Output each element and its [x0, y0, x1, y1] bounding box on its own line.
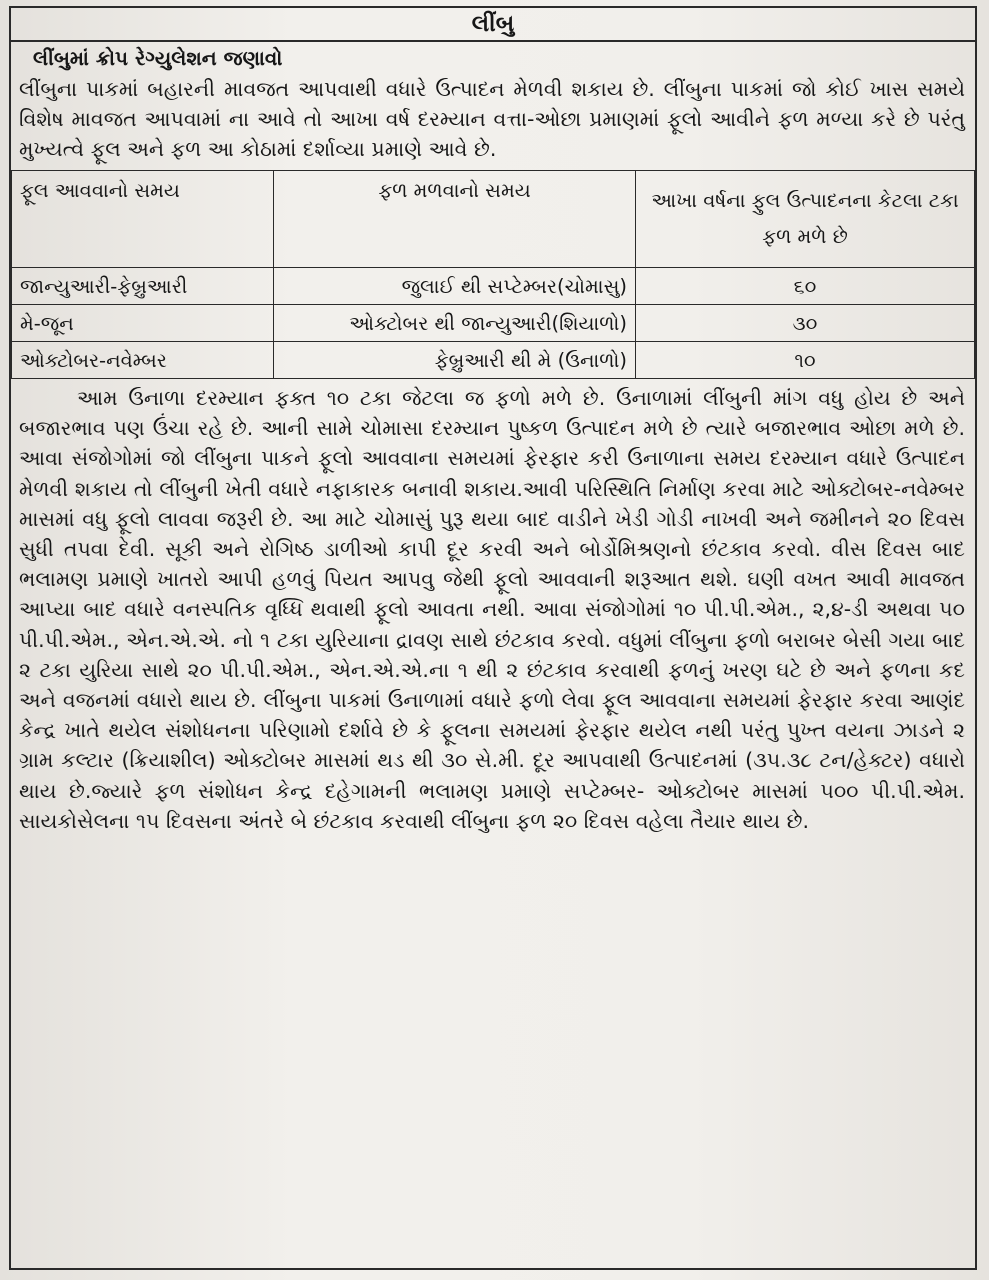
content-frame	[9, 6, 977, 1270]
cell-percent: ૬૦	[636, 268, 975, 305]
table-row	[12, 342, 975, 379]
section-heading: લીંબુમાં ક્રોપ રેગ્યુલેશન જણાવો	[33, 46, 283, 70]
cell-flowering: ઓક્ટોબર-નવેમ્બર	[12, 342, 274, 379]
page-title: લીંબુ	[11, 8, 975, 42]
cell-percent: ૩૦	[636, 305, 975, 342]
cell-fruiting: ફેબ્રુઆરી થી મે (ઉનાળો)	[274, 342, 636, 379]
table-row	[12, 305, 975, 342]
cell-flowering: મે-જૂન	[12, 305, 274, 342]
header-percent-yield: આખા વર્ષના ફુલ ઉત્પાદનના કેટલા ટકા ફળ મળે છે	[636, 171, 975, 268]
cell-percent: ૧૦	[636, 342, 975, 379]
header-flowering-time: ફૂલ આવવાનો સમય	[12, 171, 274, 268]
header-fruiting-time: ફળ મળવાનો સમય	[274, 171, 636, 268]
cell-fruiting: ઓક્ટોબર થી જાન્યુઆરી(શિયાળો)	[274, 305, 636, 342]
table-header-row	[12, 171, 975, 268]
body-paragraph: આમ ઉનાળા દરમ્યાન ફક્ત ૧૦ ટકા જેટલા જ ફળો મળે છે. ઉનાળામાં લીંબુની માંગ વધુ હોય છે અને બજારભાવ પણ ઉંચા રહે છે. આની સામે ચોમાસા દરમ્યાન પુષ્કળ ઉત્પાદન મળે છે ત્યારે બજારભાવ ઓછા મળે છે. આવા સંજોગોમાં જો લીંબુના પાકને ફૂલો આવવાના સમયમાં ફેરફાર કરી ઉનાળાના સમય દરમ્યાન વધારે ઉત્પાદન મેળવી શકાય તો લીંબુની ખેતી વધારે નફાકારક બનાવી શકાય.આવી પરિસ્થિતિ નિર્માણ કરવા માટે ઓક્ટોબર-નવેમ્બર માસમાં વધુ ફૂલો લાવવા જરૂરી છે. આ માટે ચોમાસું પુરૂ થયા બાદ વાડીને ખેડી ગોડી નાખવી અને જમીનને ૨૦ દિવસ સુધી તપવા દેવી. સૂકી અને રોગિષ્ઠ ડાળીઓ કાપી દૂર કરવી અને બોર્ડોમિશ્રણનો છંટકાવ કરવો. વીસ દિવસ બાદ ભલામણ પ્રમાણે ખાતરો આપી હળવું પિયત આપવુ જેથી ફૂલો આવવાની શરૂઆત થશે. ઘણી વખત આવી માવજત આપ્યા બાદ વધારે વનસ્પતિક વૃધ્ધિ થવાથી ફૂલો આવતા નથી. આવા સંજોગોમાં ૧૦ પી.પી.એમ., ૨,૪-ડી અથવા ૫૦ પી.પી.એમ., એન.એ.એ. નો ૧ ટકા યુરિયાના દ્રાવણ સાથે છંટકાવ કરવો. વધુમાં લીંબુના ફળો બરાબર બેસી ગયા બાદ ૨ ટકા યુરિયા સાથે ૨૦ પી.પી.એમ., એન.એ.એ.ના ૧ થી ૨ છંટકાવ કરવાથી ફળનું ખરણ ઘટે છે અને ફળના કદ અને વજનમાં વધારો થાય છે. લીંબુના પાકમાં ઉનાળામાં વધારે ફળો લેવા ફૂલ આવવાના સમયમાં ફેરફાર કરવા આણંદ કેન્દ્ર ખાતે થયેલ સંશોધનના પરિણામો દર્શાવે છે કે ફૂલના સમયમાં ફેરફાર થયેલ નથી પરંતુ પુખ્ત વયના ઝાડને ૨ ગ્રામ કલ્ટાર (ક્રિયાશીલ) ઓક્ટોબર માસમાં થડ થી ૩૦ સે.મી. દૂર આપવાથી ઉત્પાદનમાં (૩૫.૩૮ ટન/હેક્ટર) વધારો થાય છે.જ્યારે ફળ સંશોધન કેન્દ્ર દહેગામની ભલામણ પ્રમાણે સપ્ટેમ્બર- ઓક્ટોબર માસમાં ૫૦૦ પી.પી.એમ. સાયકોસેલના ૧૫ દિવસના અંતરે બે છંટકાવ કરવાથી લીંબુના ફળ ૨૦ દિવસ વહેલા તૈયાર થાય છે.	[19, 386, 965, 833]
cell-fruiting: જુલાઈ થી સપ્ટેમ્બર(ચોમાસુ)	[274, 268, 636, 305]
intro-paragraph: લીંબુના પાકમાં બહારની માવજત આપવાથી વધારે ઉત્પાદન મેળવી શકાય છે. લીંબુના પાકમાં જો કોઈ ખાસ સમયે વિશેષ માવજત આપવામાં ના આવે તો આખા વર્ષ દરમ્યાન વત્તા-ઓછા પ્રમાણમાં ફૂલો આવીને ફળ મળ્યા કરે છે પરંતુ મુખ્યત્વે ફૂલ અને ફળ આ કોઠામાં દર્શાવ્યા પ્રમાણે આવે છે.	[19, 77, 965, 161]
cell-flowering: જાન્યુઆરી-ફેબ્રુઆરી	[12, 268, 274, 305]
table-row	[12, 268, 975, 305]
flowering-fruiting-table	[11, 170, 975, 379]
